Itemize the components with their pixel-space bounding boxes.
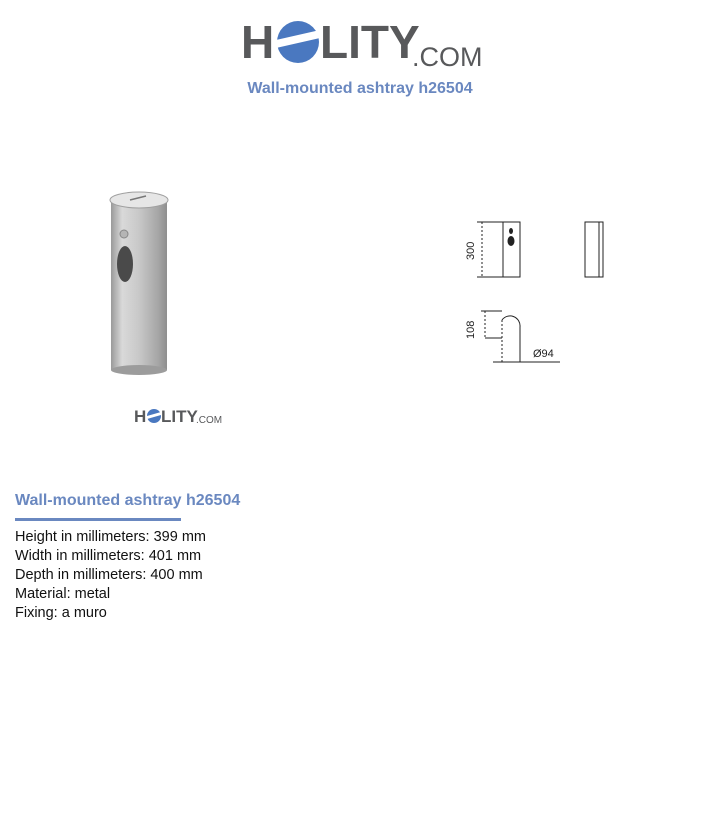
title-underline [15,518,181,521]
svg-text:H: H [134,407,147,426]
spec-list [15,528,206,623]
product-photo [100,188,180,378]
logo-suffix: .COM [412,42,483,68]
spec-width: Width in millimeters: 401 mm [15,548,202,564]
dim-diameter: Ø94 [533,348,554,360]
holity-logo[interactable] [0,10,720,68]
spec-material: Material: metal [15,586,111,602]
dim-height: 300 [465,241,477,260]
dim-depth: 108 [465,320,477,339]
svg-text:LITY: LITY [161,407,198,426]
section-title: Wall-mounted ashtray h26504 [15,492,241,509]
svg-text:.COM: .COM [196,415,223,426]
spec-height: Height in millimeters: 399 mm [15,529,206,545]
logo-letter-h: H [241,16,275,68]
spec-depth: Depth in millimeters: 400 mm [15,567,203,583]
technical-drawing [455,212,625,372]
logo-main-text: LITY [320,16,420,68]
spec-fixing: Fixing: a muro [15,605,107,621]
logo-o-mark [276,21,320,63]
watermark-logo [133,403,223,429]
page-title: Wall-mounted ashtray h26504 [247,80,473,97]
